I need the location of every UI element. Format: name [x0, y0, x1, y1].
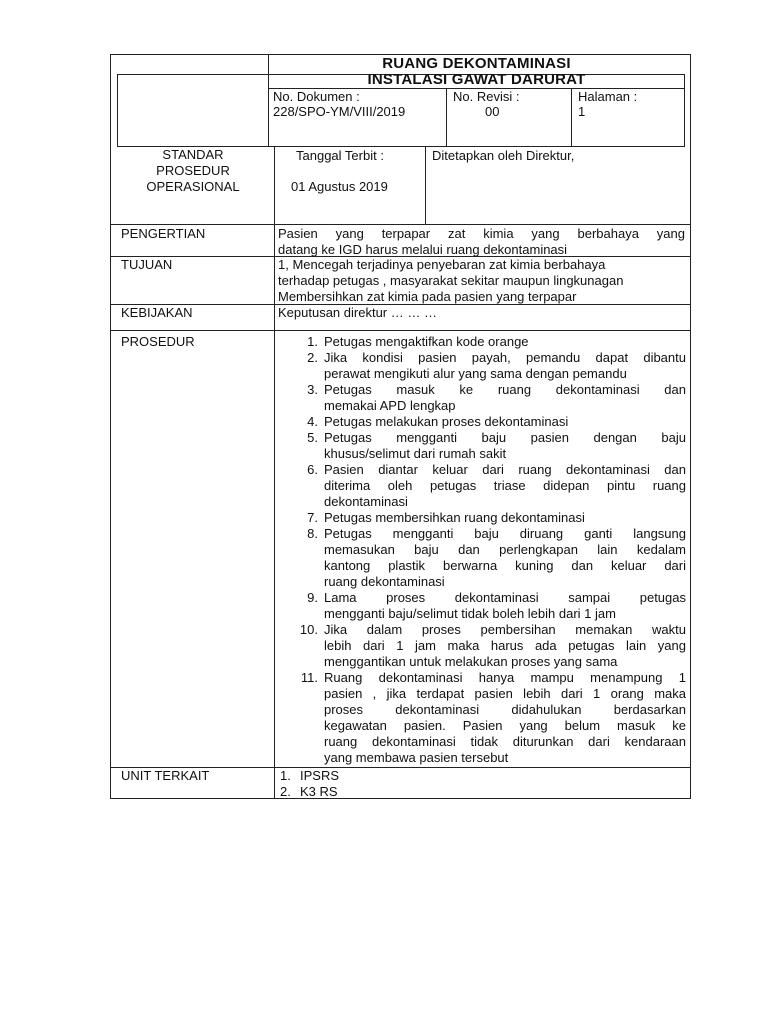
border-left	[110, 54, 111, 799]
item-line: Lama proses dekontaminasi sampai petugas	[324, 590, 686, 605]
row-line-pengertian	[110, 224, 691, 225]
page-label: Halaman :	[578, 89, 638, 104]
revision-label: No. Revisi :	[453, 89, 520, 104]
tujuan-line-1: 1, Mencegah terjadinya penyebaran zat kimia berbahaya	[278, 257, 606, 272]
sop-label-line-2: PROSEDUR	[156, 163, 230, 178]
sop-divider-1	[274, 146, 275, 225]
doc-number-label: No. Dokumen :	[273, 89, 360, 104]
item-line: memakai APD lengkap	[324, 398, 456, 413]
list-item	[278, 350, 686, 382]
tujuan-label: TUJUAN	[121, 257, 173, 272]
list-item	[278, 462, 686, 510]
list-item	[278, 590, 686, 622]
body-divider	[274, 224, 275, 799]
item-number: 11.	[300, 670, 318, 685]
border-bottom	[110, 798, 691, 799]
pengertian-line-1: Pasien yang terpapar zat kimia yang berbahaya yang	[278, 226, 685, 241]
item-number: 6.	[307, 462, 318, 477]
item-line: yang membawa pasien tersebut	[324, 750, 509, 765]
header-divider-page	[571, 88, 572, 147]
border-right	[690, 54, 691, 799]
item-line: Petugas melakukan proses dekontaminasi	[324, 414, 569, 429]
kebijakan-text: Keputusan direktur … … …	[278, 305, 437, 320]
page-value: 1	[578, 104, 586, 119]
tujuan-line-3: Membersihkan zat kimia pada pasien yang terpapar	[278, 289, 577, 304]
item-number: 1.	[307, 334, 318, 349]
item-line: Jika dalam proses pembersihan memakan waktu	[324, 622, 686, 637]
item-line: Petugas mengaktifkan kode orange	[324, 334, 529, 349]
item-line: Ruang dekontaminasi hanya mampu menampung 1	[324, 670, 686, 685]
unit-item-text: IPSRS	[300, 768, 340, 783]
item-number: 10.	[299, 622, 318, 637]
unit-item-number: 2.	[280, 784, 291, 799]
item-line: perawat mengikuti alur yang sama dengan pemandu	[324, 366, 627, 381]
list-item	[278, 622, 686, 670]
item-number: 9.	[307, 590, 318, 605]
item-number: 7.	[307, 510, 318, 525]
approved-by-text: Ditetapkan oleh Direktur,	[432, 148, 575, 163]
issue-date-value: 01 Agustus 2019	[291, 179, 388, 194]
list-item	[278, 526, 686, 590]
list-item	[278, 670, 686, 766]
item-line: ruang dekontaminasi tidak diturunkan dari kendaraan	[324, 734, 686, 749]
unit-item-number: 1.	[280, 768, 291, 783]
item-line: diterima oleh petugas triase didepan pintu ruang	[324, 478, 686, 493]
item-line: ruang dekontaminasi	[324, 574, 445, 589]
item-line: Petugas mengganti baju pasien dengan baju	[324, 430, 686, 445]
row-line-prosedur	[110, 330, 691, 331]
item-number: 4.	[307, 414, 318, 429]
item-line: dekontaminasi	[324, 494, 408, 509]
item-line: menggantikan untuk melakukan proses yang sama	[324, 654, 618, 669]
doc-number-value: 228/SPO-YM/VIII/2019	[273, 104, 406, 119]
prosedur-list	[278, 334, 686, 766]
list-item	[278, 430, 686, 462]
item-line: Jika kondisi pasien payah, pemandu dapat dibantu	[324, 350, 686, 365]
item-number: 2.	[307, 350, 318, 365]
sop-label-line-3: OPERASIONAL	[146, 179, 240, 194]
header-divider-rev	[446, 88, 447, 147]
sop-label-line-1: STANDAR	[162, 147, 224, 162]
item-line: proses dekontaminasi didahulukan berdasarkan	[324, 702, 686, 717]
item-line: memasukan baju dan perlengkapan lain kedalam	[324, 542, 686, 557]
list-item	[278, 414, 686, 430]
list-item	[278, 382, 686, 414]
kebijakan-label: KEBIJAKAN	[121, 305, 193, 320]
item-line: Pasien diantar keluar dari ruang dekontaminasi dan	[324, 462, 686, 477]
item-line: khusus/selimut dari rumah sakit	[324, 446, 507, 461]
item-line: kegawatan pasien. Pasien yang belum masuk ke	[324, 718, 686, 733]
item-number: 5.	[307, 430, 318, 445]
unit-item-text: K3 RS	[300, 784, 338, 799]
issue-date-label: Tanggal Terbit :	[296, 148, 384, 163]
header-box-left	[117, 74, 118, 147]
item-line: Petugas membersihkan ruang dekontaminasi	[324, 510, 585, 525]
title-line-2: INSTALASI GAWAT DARURAT	[367, 71, 586, 88]
tujuan-line-2: terhadap petugas , masyarakat sekitar maupun lingkunagan	[278, 273, 624, 288]
item-line: Petugas masuk ke ruang dekontaminasi dan	[324, 382, 686, 397]
list-item	[278, 510, 686, 526]
sop-divider-2	[425, 146, 426, 225]
item-line: mengganti baju/selimut tidak boleh lebih dari 1 jam	[324, 606, 616, 621]
item-number: 3.	[307, 382, 318, 397]
revision-value: 00	[485, 104, 500, 119]
title-line-1: RUANG DEKONTAMINASI	[382, 55, 571, 72]
item-line: lebih dari 1 jam maka harus ada petugas lain yang	[324, 638, 686, 653]
list-item	[278, 334, 686, 350]
pengertian-line-2: datang ke IGD harus melalui ruang dekontaminasi	[278, 242, 568, 257]
item-number: 8.	[307, 526, 318, 541]
item-line: Petugas mengganti baju diruang ganti langsung	[324, 526, 686, 541]
item-line: kantong plastik berwarna kuning dan keluar dari	[324, 558, 686, 573]
item-line: pasien , jika terdapat pasien lebih dari 1 orang maka	[324, 686, 686, 701]
prosedur-label: PROSEDUR	[121, 334, 195, 349]
unit-terkait-label: UNIT TERKAIT	[121, 768, 210, 783]
pengertian-label: PENGERTIAN	[121, 226, 206, 241]
